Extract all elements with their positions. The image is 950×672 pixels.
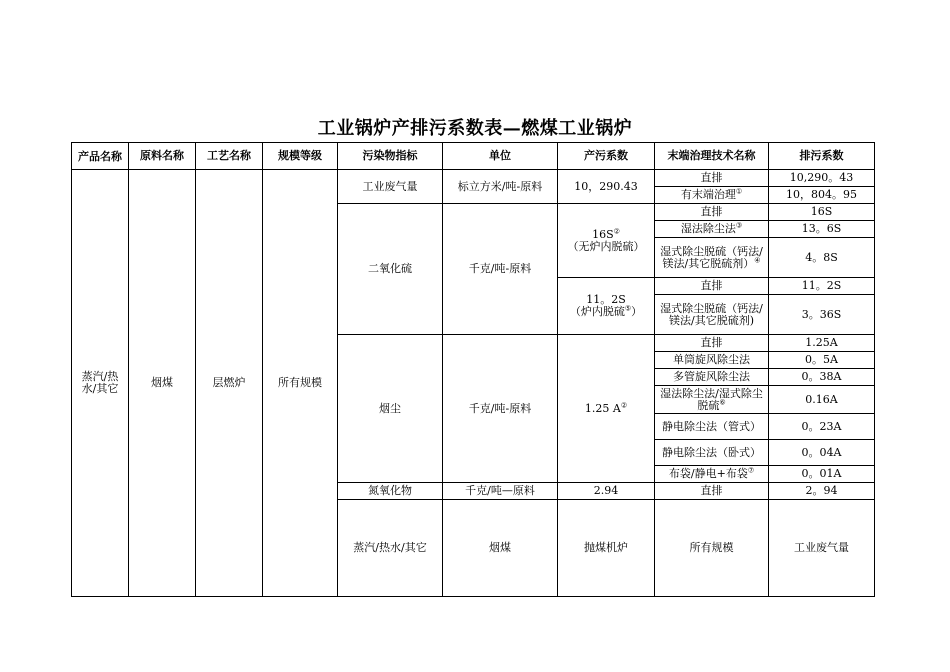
cell-emit: 2。94 — [769, 483, 875, 500]
cell-emit: 0。38A — [769, 369, 875, 386]
cell-product: 蒸汽/热水/其它 — [338, 500, 443, 597]
cell-emit: 10,290。43 — [769, 170, 875, 187]
header-scale: 规模等级 — [263, 143, 338, 170]
cell-tech: 直排 — [655, 335, 769, 352]
footnote-mark: ⑤ — [624, 304, 632, 313]
cell-tech: 单筒旋风除尘法 — [655, 352, 769, 369]
cell-tech: 湿法除尘法/湿式除尘脱硫⑥ — [655, 386, 769, 414]
cell-emit: 0。23A — [769, 414, 875, 440]
table-row — [72, 170, 875, 187]
cell-product: 蒸汽/热水/其它 — [72, 170, 129, 597]
cell-tech: 静电除尘法（管式） — [655, 414, 769, 440]
footnote-mark: ④ — [754, 255, 761, 264]
cell-scale: 所有规模 — [263, 170, 338, 597]
header-row — [72, 143, 875, 170]
cell-emit: 3。36S — [769, 295, 875, 335]
cell-unit-waste-gas: 标立方米/吨-原料 — [443, 170, 558, 204]
cell-tech: 布袋/静电+布袋⑦ — [655, 466, 769, 483]
footnote-mark: ② — [620, 400, 628, 409]
cell-tech: 直排 — [655, 483, 769, 500]
cell-emit: 0。04A — [769, 440, 875, 466]
cell-process: 层燃炉 — [196, 170, 263, 597]
cell-emit: 13。6S — [769, 221, 875, 238]
cell-tech: 湿法除尘法③ — [655, 221, 769, 238]
cell-scale: 所有规模 — [655, 500, 769, 597]
cell-emit: 0。01A — [769, 466, 875, 483]
footnote-mark: ② — [613, 226, 620, 235]
header-product: 产品名称 — [72, 143, 129, 170]
cell-emit: 0.16A — [769, 386, 875, 414]
cell-pollutant-nox: 氮氧化物 — [338, 483, 443, 500]
cell-unit-dust: 千克/吨-原料 — [443, 335, 558, 483]
header-material: 原料名称 — [129, 143, 196, 170]
cell-tech: 直排 — [655, 278, 769, 295]
cell-coef-so2-no-desulf: 16S② （无炉内脱硫） — [558, 204, 655, 278]
cell-tech: 多管旋风除尘法 — [655, 369, 769, 386]
cell-pollutant-so2: 二氧化硫 — [338, 204, 443, 335]
header-emission-coef: 排污系数 — [769, 143, 875, 170]
cell-coef-nox: 2.94 — [558, 483, 655, 500]
header-process: 工艺名称 — [196, 143, 263, 170]
cell-emit: 11。2S — [769, 278, 875, 295]
cell-emit: 0。5A — [769, 352, 875, 369]
footnote-mark: ③ — [735, 221, 743, 230]
footnote-mark: ⑥ — [719, 397, 726, 406]
cell-pollutant-waste-gas: 工业废气量 — [338, 170, 443, 204]
cell-emit: 10，804。95 — [769, 187, 875, 204]
cell-emit: 16S — [769, 204, 875, 221]
cell-coef-dust: 1.25 A② — [558, 335, 655, 483]
cell-unit-nox: 千克/吨—原料 — [443, 483, 558, 500]
cell-emit: 1.25A — [769, 335, 875, 352]
footnote-mark: ① — [735, 187, 743, 196]
cell-tech: 湿式除尘脱硫（钙法/镁法/其它脱硫剂) — [655, 295, 769, 335]
header-unit: 单位 — [443, 143, 558, 170]
header-treatment-tech: 末端治理技术名称 — [655, 143, 769, 170]
cell-material: 烟煤 — [129, 170, 196, 597]
page-title: 工业锅炉产排污系数表—燃煤工业锅炉 — [317, 118, 633, 139]
header-pollutant: 污染物指标 — [338, 143, 443, 170]
cell-unit-so2: 千克/吨-原料 — [443, 204, 558, 335]
cell-emit: 4。8S — [769, 238, 875, 278]
cell-tech: 静电除尘法（卧式） — [655, 440, 769, 466]
cell-tech: 直排 — [655, 204, 769, 221]
cell-material: 烟煤 — [443, 500, 558, 597]
header-generation-coef: 产污系数 — [558, 143, 655, 170]
cell-process: 抛煤机炉 — [558, 500, 655, 597]
cell-tech: 有末端治理① — [655, 187, 769, 204]
cell-coef-waste-gas: 10，290.43 — [558, 170, 655, 204]
cell-tech: 湿式除尘脱硫（钙法/镁法/其它脱硫剂）④ — [655, 238, 769, 278]
footnote-mark: ⑦ — [747, 466, 755, 475]
cell-pollutant-dust: 烟尘 — [338, 335, 443, 483]
cell-coef-so2-desulf: 11。2S （炉内脱硫⑤） — [558, 278, 655, 335]
emission-coefficient-table — [71, 142, 875, 597]
cell-pollutant-waste-gas: 工业废气量 — [769, 500, 875, 597]
cell-tech: 直排 — [655, 170, 769, 187]
